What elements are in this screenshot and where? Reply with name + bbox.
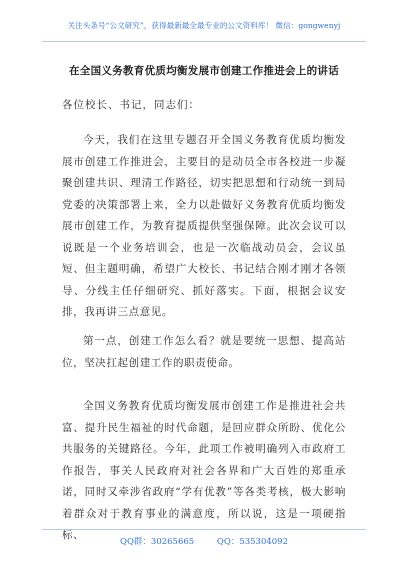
paragraph-3: 全国义务教育优质均衡发展市创建工作是推进社会共富、提升民生福祉的时代命题，是回应群众所盼、优化公共服务的关键路径。今年，此项工作被明确列入市政府工作报告，事关人民政府对社会各界和广大百姓的郑重承诺，同时又牵涉省政府“学有优教”等各类考核，极大影响着群众对于教育事业的满意度，所以说，这是一项硬指标、 (62, 400, 346, 541)
salutation: 各位校长、书记，同志们： (62, 99, 200, 111)
footer-qq-group: QQ群：30265665 (119, 537, 195, 547)
paragraph-1: 今天，我们在这里专题召开全国义务教育优质均衡发展市创建工作推进会，主要目的是动员全市各校进一步凝聚创建共识、理清工作路径，切实把思想和行动统一到局党委的决策部署上来，全力以赴做好义务教育优质均衡发展市创建工作，为教育提质提供坚强保障。此次会议可以说既是一个业务培训会，也是一次临战动员会，会议虽短、但主题明确，希望广大校长、书记结合刚才刚才各领导、分线主任仔细研究、抓好落实。下面，根据会议安排，我再讲三点意见。 (62, 134, 346, 318)
document-title: 在全国义务教育优质均衡发展市创建工作推进会上的讲话 (69, 65, 339, 77)
footer-divider (42, 529, 366, 530)
footer-qq: QQ：535304092 (216, 537, 288, 547)
header-promo-text: 关注头条号“公文研究”，获得最新最全最专业的公文资料库！ 微信：gongwenyj (67, 21, 341, 30)
header-divider (42, 41, 366, 42)
paragraph-2: 第一点，创建工作怎么看？就是要统一思想、提高站位，坚决扛起创建工作的职责使命。 (62, 335, 346, 369)
footer-contacts (0, 535, 408, 547)
